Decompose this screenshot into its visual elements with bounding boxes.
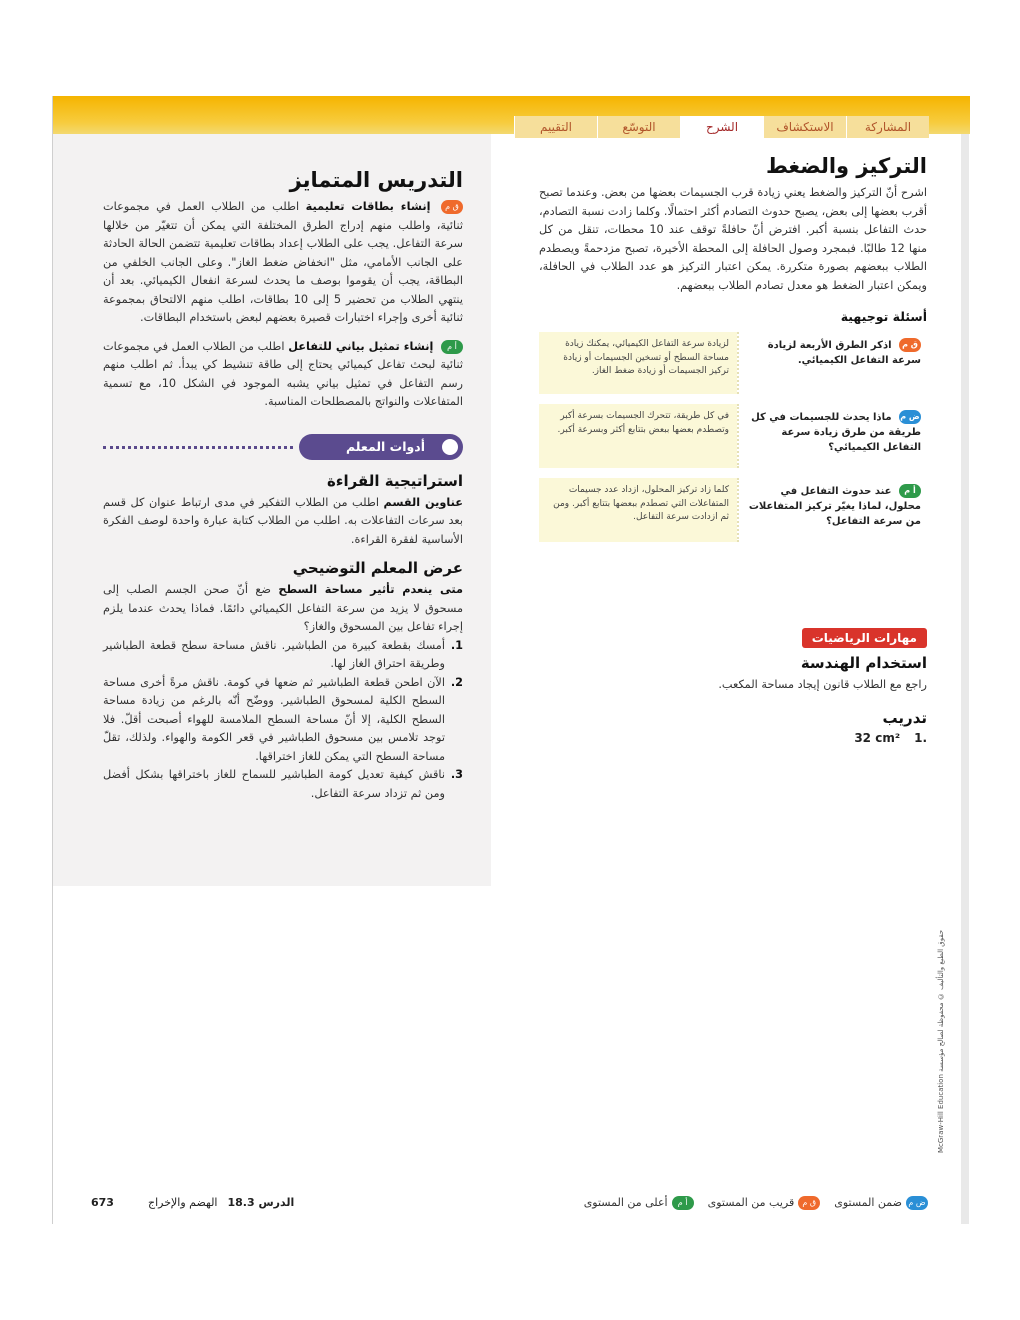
graph-text: اطلب من الطلاب العمل في مجموعات ثنائية لبحث تفاعل كيميائي يحتاج إلى طاقة تنشيط كي يبدأ. ثم اطلب منهم رسم التفاعل في تمثيل بياني يشبه الموجود في الشكل 10، مع تسمية المتفاعلات والنواتج بالمصطلحات المناسبة. xyxy=(103,339,463,408)
flashcards-heading: إنشاء بطاقات تعليمية xyxy=(305,200,431,213)
answer-2: في كل طريقة، تتحرك الجسيمات بسرعة أكبر وتصطدم بعضها ببعض بتتابع أكثر وبسرعة أكبر. xyxy=(539,404,737,468)
practice-title: تدريب xyxy=(882,708,927,727)
graph-item xyxy=(103,338,463,412)
legend-badge-approaching: ق م xyxy=(798,1196,820,1210)
legend-label: ضمن المستوى xyxy=(834,1196,902,1209)
practice-number: .1 xyxy=(914,730,927,745)
reading-strategy-body: اطلب من الطلاب التفكير في مدى ارتباط عنوان كل قسم بعد سرعات التفاعلات به. اطلب من الطلاب كتابة عبارة واحدة لوصف الفكرة الأساسية لفقرة القراءة. xyxy=(103,495,463,546)
flashcards-item xyxy=(103,198,463,328)
concentration-title: التركيز والضغط xyxy=(765,154,927,178)
legend-label: قريب من المستوى xyxy=(707,1196,795,1209)
demo-title: عرض المعلم التوضيحي xyxy=(292,559,463,577)
teacher-tools-strip xyxy=(103,434,463,460)
question-row xyxy=(539,332,927,394)
concentration-paragraph: اشرح أنّ التركيز والضغط يعني زيادة قرب الجسيمات بعضها من بعض. وعندما تصبح أقرب بعضها إلى بعض، يصبح حدوث التصادم أكثر احتمالًا. وكلما زادت نسبة التصادم، حدث التفاعل بنسبة أكبر. افترض أنّ حافلةً توقف عند 10 محطات، تنقل من كل منها 12 طالبًا. فبمجرد وصول الحافلة إلى المحطة الأخيرة، تصبح مزدحمةً ويصطدم الطلاب ببعضهم بصورة متكررة. يمكن اعتبار التركيز هو عدد الطلاب في الحافلة، ويمكن اعتبار الضغط هو معدل تصادم الطلاب ببعضهم. xyxy=(539,186,928,292)
page-edge xyxy=(961,134,969,1224)
level-legend xyxy=(584,1196,928,1210)
question-text xyxy=(737,404,927,468)
legend-badge-on: ض م xyxy=(906,1196,928,1210)
demo-heading: متى ينعدم تأثير مساحة السطح xyxy=(278,583,463,596)
question-2: ماذا يحدث للجسيمات في كل طريقة من طرق زيادة سرعة التفاعل الكيميائي؟ xyxy=(751,412,921,453)
step-text: الآن اطحن قطعة الطباشير ثم ضعها في كومة. ناقش مرةً أخرى مساحة السطح الكلية لمسحوق الطباشير. ووضّح أنّه بالرغم من زيادة مساحة السطح الكلية، إلا أنّ مساحة السطح الملامسة للهواء أصبحت أقلّ. فلا توجد تلامس بين مسحوق الطباشير في قعر الكومة والهواء. ولذلك، تقلّ مساحة السطح التي يمكن للغاز اختراقها. xyxy=(103,675,445,763)
step-number: 2. xyxy=(450,675,463,689)
tab-elaborate[interactable]: التوسّع xyxy=(597,116,680,138)
legend-item xyxy=(584,1196,694,1210)
tab-evaluate[interactable]: التقييم xyxy=(514,116,597,138)
graph-heading: إنشاء تمثيل بياني للتفاعل xyxy=(288,339,434,353)
step-number: 1. xyxy=(450,638,463,652)
copyright-credit: حقوق الطبع والتأليف © محفوظة لصالح مؤسسة McGraw-Hill Education xyxy=(937,930,945,1154)
demo-step xyxy=(103,766,463,803)
question-row xyxy=(539,478,927,542)
demo-step xyxy=(103,674,463,767)
question-row xyxy=(539,404,927,468)
footer-lesson xyxy=(91,1196,294,1209)
practice-answer: 32 cm² xyxy=(854,730,901,745)
math-skills-badge: مهارات الرياضيات xyxy=(802,628,927,648)
step-text: أمسك بقطعة كبيرة من الطباشير. ناقش مساحة سطح قطعة الطباشير وطريقة احتراق الغاز لها. xyxy=(103,638,445,670)
demo-intro xyxy=(103,581,463,637)
question-3: عند حدوث التفاعل في محلول، لماذا يغيّر تركيز المتفاعلات من سرعة التفاعل؟ xyxy=(748,486,921,527)
demo-step xyxy=(103,637,463,674)
guiding-questions-title: أسئلة توجيهية xyxy=(840,309,927,324)
tab-engage[interactable]: المشاركة xyxy=(846,116,929,138)
level-badge-on: ض م xyxy=(899,410,921,424)
flashcards-text: اطلب من الطلاب العمل في مجموعات ثنائية، واطلب منهم إدراج الطرق المختلفة التي يمكن أن تتغيّر من خلالها سرعة التفاعل. يجب على الطلاب إعداد بطاقات تعليمية تتضمن الحالة الحادثة على الجانب الأمامي، مثل "انخفاض ضغط الغاز". وعلى الجانب الخلفي من البطاقة، يجب أن يقوموا بوصف ما يحدث لسرعة انفعال الكيميائي. بعد أن ينتهي الطلاب من تحضير 5 إلى 10 بطاقات، اطلب منهم الالتحاق بمجموعة ثنائية أخرى وإجراء اختبارات قصيرة بعضهم لبعض باستخدام البطاقات. xyxy=(103,200,463,324)
legend-item xyxy=(834,1196,928,1210)
teacher-tools-text: أدوات المعلم xyxy=(346,438,425,454)
answer-3: كلما زاد تركيز المحلول، ازداد عدد جسيمات المتفاعلات التي تصطدم ببعضها بتتابع أكبر. ومن ثم ازدادت سرعة التفاعل. xyxy=(539,478,737,542)
step-number: 3. xyxy=(450,768,463,781)
teacher-tools-label xyxy=(299,434,463,460)
question-text xyxy=(737,478,927,542)
dotted-rule xyxy=(103,446,293,449)
tab-explore[interactable]: الاستكشاف xyxy=(763,116,846,138)
legend-item xyxy=(708,1196,821,1210)
step-text: ناقش كيفية تعديل كومة الطباشير للسماح للغاز باختراقها بشكل أفضل ومن ثم تزداد سرعة التفاعل. xyxy=(103,768,445,800)
page-number: 673 xyxy=(91,1196,114,1209)
reading-strategy-text xyxy=(103,494,463,550)
legend-label: أعلى من المستوى xyxy=(583,1196,668,1209)
legend-badge-beyond: أ م xyxy=(672,1196,694,1210)
question-1: اذكر الطرق الأربعة لزيادة سرعة التفاعل الكيميائي. xyxy=(767,340,921,366)
geometry-text: راجع مع الطلاب قانون إيجاد مساحة المكعب. xyxy=(718,678,927,691)
reading-strategy-heading: عناوين القسم xyxy=(383,495,463,509)
page xyxy=(52,96,969,1224)
reading-strategy-title: استراتيجية القراءة xyxy=(326,471,463,490)
right-column xyxy=(539,154,927,745)
answer-1: لزيادة سرعة التفاعل الكيميائي، يمكنك زيادة مساحة السطح أو تسخين الجسيمات أو زيادة تركيز الجسيمات أو زيادة ضغط الغاز. xyxy=(539,332,737,394)
demo-intro-text: ضع أنّ صحن الجسم الصلب إلى مسحوق لا يزيد من سرعة التفاعل الكيميائي دائمًا. فماذا يحدث عندما يلزم إجراء تفاعل بين المسحوق والغاز؟ xyxy=(103,583,463,633)
left-column xyxy=(103,168,463,803)
demo-steps xyxy=(103,637,463,804)
tools-circle-icon xyxy=(439,436,461,458)
lesson-label: الدرس 18.3 xyxy=(227,1196,295,1209)
question-text xyxy=(737,332,927,394)
practice-answer-row xyxy=(539,731,927,745)
differentiated-title: التدريس المتمايز xyxy=(289,168,463,192)
level-badge-beyond: أ م xyxy=(441,340,463,354)
level-badge-approaching: ق م xyxy=(899,338,921,352)
tab-explain[interactable]: الشرح xyxy=(680,116,763,138)
footer xyxy=(53,1196,970,1220)
level-badge-approaching: ق م xyxy=(441,200,463,214)
level-badge-beyond: أ م xyxy=(899,484,921,498)
tab-bar xyxy=(514,116,929,138)
lesson-name: الهضم والإخراج xyxy=(147,1196,218,1209)
geometry-title: استخدام الهندسة xyxy=(800,654,927,672)
